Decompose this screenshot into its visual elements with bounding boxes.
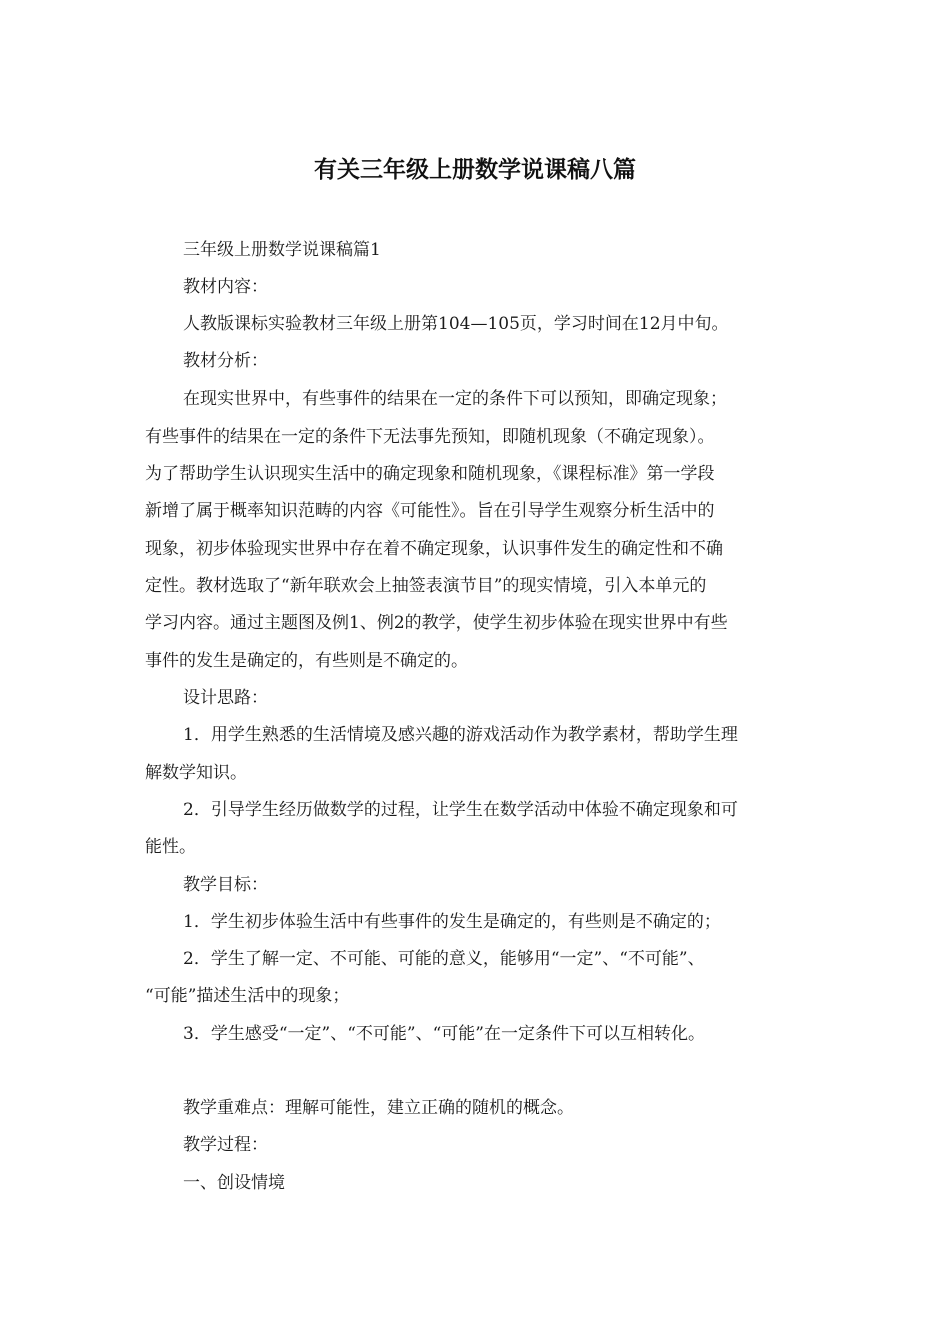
paragraph-line: 事件的发生是确定的，有些则是不确定的。 (145, 651, 468, 671)
document-title: 有关三年级上册数学说课稿八篇 (314, 157, 636, 183)
paragraph-line: 人教版课标实验教材三年级上册第104—105页，学习时间在12月中旬。 (183, 314, 729, 334)
list-item-continuation: 解数学知识。 (145, 763, 247, 783)
list-item: 2．引导学生经历做数学的过程，让学生在数学活动中体验不确定现象和可 (183, 800, 738, 820)
section-heading: 一、创设情境 (183, 1173, 285, 1193)
paragraph-line: 为了帮助学生认识现实生活中的确定现象和随机现象，《课程标准》第一学段 (145, 464, 715, 484)
paragraph-label: 教学过程： (183, 1135, 268, 1155)
list-item: 2．学生了解一定、不可能、可能的意义，能够用“一定”、“不可能”、 (183, 949, 705, 969)
list-item: 1．学生初步体验生活中有些事件的发生是确定的，有些则是不确定的； (183, 912, 721, 932)
section-heading: 三年级上册数学说课稿篇1 (183, 240, 381, 260)
paragraph-line: 有些事件的结果在一定的条件下无法事先预知，即随机现象（不确定现象）。 (145, 427, 715, 447)
list-item: 3．学生感受“一定”、“不可能”、“可能”在一定条件下可以互相转化。 (183, 1024, 705, 1044)
paragraph-label: 教学目标： (183, 875, 268, 895)
paragraph-line: 新增了属于概率知识范畴的内容《可能性》。旨在引导学生观察分析生活中的 (145, 501, 715, 521)
list-item-continuation: “可能”描述生活中的现象； (145, 986, 350, 1006)
paragraph-line: 在现实世界中，有些事件的结果在一定的条件下可以预知，即确定现象； (183, 389, 727, 409)
paragraph-line: 教学重难点：理解可能性，建立正确的随机的概念。 (183, 1098, 574, 1118)
paragraph-line: 现象，初步体验现实世界中存在着不确定现象，认识事件发生的确定性和不确 (145, 539, 723, 559)
paragraph-label: 教材分析： (183, 351, 268, 371)
paragraph-line: 学习内容。通过主题图及例1、例2的教学，使学生初步体验在现实世界中有些 (145, 613, 728, 633)
list-item: 1．用学生熟悉的生活情境及感兴趣的游戏活动作为教学素材，帮助学生理 (183, 725, 738, 745)
paragraph-label: 设计思路： (183, 688, 268, 708)
paragraph-line: 定性。教材选取了“新年联欢会上抽签表演节目”的现实情境，引入本单元的 (145, 576, 707, 596)
list-item-continuation: 能性。 (145, 837, 196, 857)
paragraph-label: 教材内容： (183, 277, 268, 297)
